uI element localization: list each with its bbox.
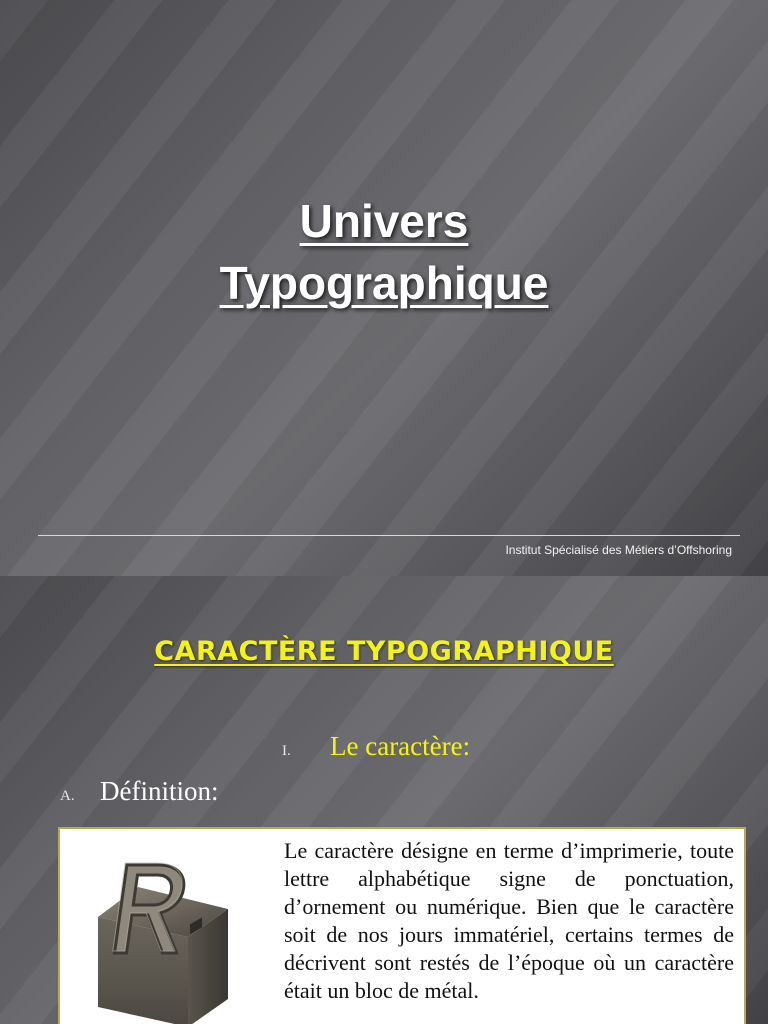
definition-text: Le caractère désigne en terme d’imprimerie, toute lettre alphabétique signe de ponctuation, d’ornement ou numérique. Bien que le caractère soit de nos jours immatériel, certains termes de décrivent sont restés de l’époque où un caractère était un bloc de métal. — [284, 838, 734, 1003]
definition-box — [58, 827, 746, 1024]
heading-level-2 — [60, 776, 218, 807]
heading-level-1-text: Le caractère: — [330, 731, 471, 761]
title-line-2: Typographique — [219, 257, 549, 309]
slide-title — [0, 190, 768, 314]
divider-line — [38, 535, 740, 536]
heading-level-1 — [282, 731, 470, 762]
content-slide — [0, 576, 768, 1024]
slide-subtitle: Institut Spécialisé des Métiers d’Offshoring — [505, 543, 732, 557]
heading-level-2-marker: A. — [60, 788, 75, 804]
metal-type-block-icon — [78, 839, 246, 1024]
heading-level-2-text: Définition: — [100, 776, 219, 806]
title-line-1: Univers — [299, 195, 469, 247]
heading-level-1-marker: I. — [282, 743, 291, 759]
section-title: CARACTÈRE TYPOGRAPHIQUE — [154, 636, 614, 667]
